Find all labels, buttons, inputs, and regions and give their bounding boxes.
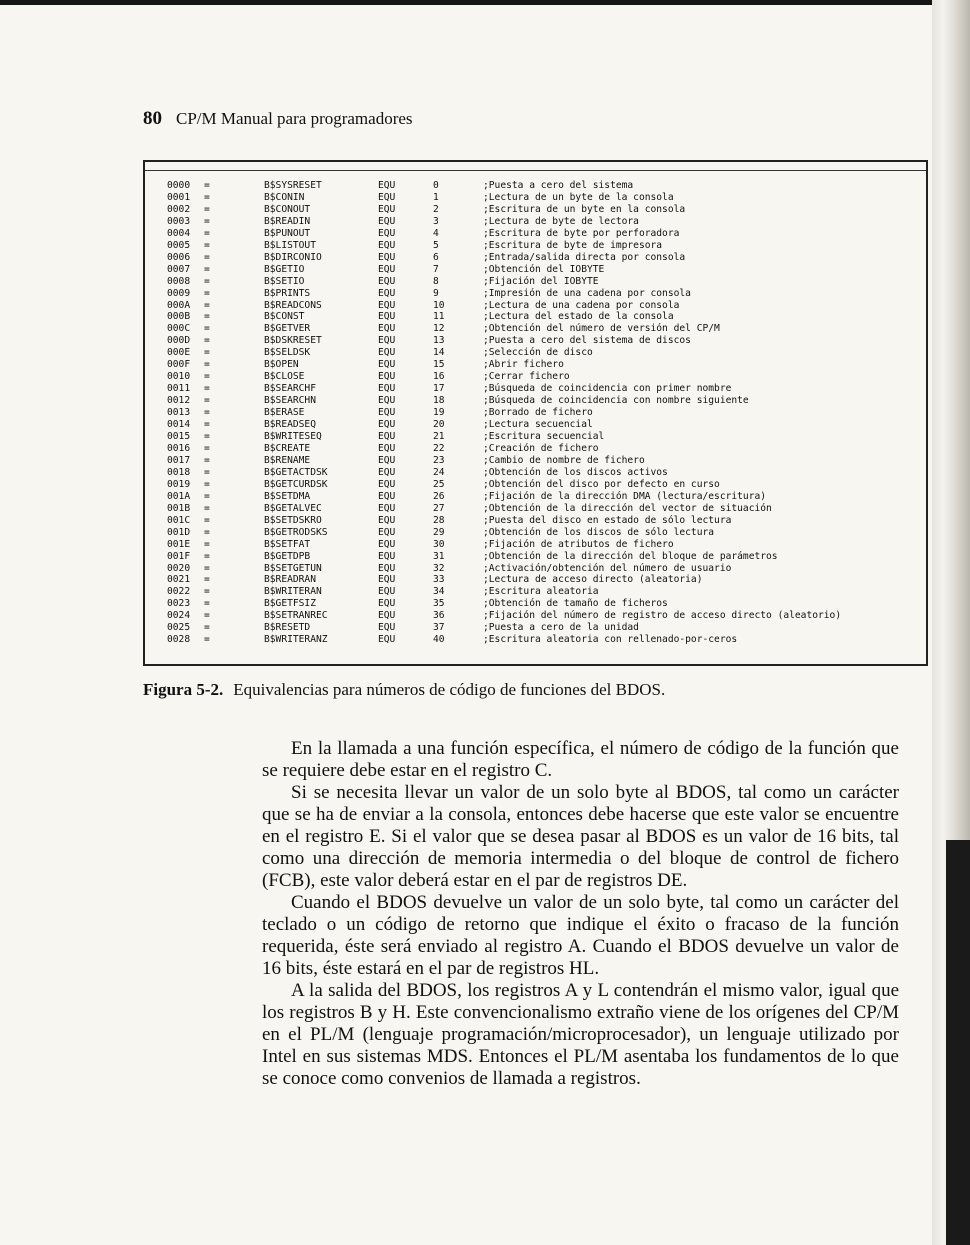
row-directive: EQU [378,586,396,598]
row-equals: = [204,550,210,562]
row-directive: EQU [378,180,396,191]
row-comment: ;Puesta a cero de la unidad [483,622,639,634]
row-equals: = [204,598,210,610]
table-row [167,300,903,312]
row-comment: ;Lectura del estado de la consola [483,311,674,323]
row-symbol: B$GETVER [264,323,311,335]
row-address: 001C [167,514,191,526]
table-row [167,455,903,467]
row-equals: = [204,431,210,443]
row-equals: = [204,586,210,598]
row-equals: = [204,191,210,203]
row-symbol: B$SYSRESET [264,180,322,191]
row-equals: = [204,359,210,371]
row-comment: ;Escritura de un byte en la consola [483,203,686,215]
row-address: 001B [167,502,191,514]
row-equals: = [204,419,210,431]
row-code: 24 [433,466,445,478]
table-row [167,216,903,228]
row-symbol: B$GETDPB [264,550,311,562]
row-address: 0018 [167,466,191,478]
table-row [167,371,903,383]
row-comment: ;Impresión de una cadena por consola [483,287,691,299]
row-address: 0021 [167,574,191,586]
row-code: 20 [433,419,445,431]
table-row [167,311,903,323]
row-address: 001E [167,538,191,550]
row-address: 0019 [167,478,191,490]
table-row [167,431,903,443]
table-row [167,634,903,646]
row-code: 28 [433,514,445,526]
table-row [167,240,903,252]
row-directive: EQU [378,323,396,335]
row-code: 6 [433,251,439,263]
table-row [167,252,903,264]
table-row [167,551,903,563]
row-code: 7 [433,263,439,275]
row-symbol: B$READRAN [264,574,316,586]
row-code: 26 [433,490,445,502]
row-comment: ;Lectura de acceso directo (aleatoria) [483,574,703,586]
row-equals: = [204,562,210,574]
row-directive: EQU [378,359,396,371]
row-equals: = [204,371,210,383]
row-symbol: B$CONOUT [264,203,311,215]
table-row [167,515,903,527]
row-comment: ;Selección de disco [483,347,593,359]
row-address: 0020 [167,562,191,574]
row-directive: EQU [378,275,396,287]
row-directive: EQU [378,538,396,550]
table-row [167,586,903,598]
row-equals: = [204,275,210,287]
top-edge-rule [0,0,932,5]
row-address: 0012 [167,395,191,407]
row-symbol: B$CONST [264,311,305,323]
row-code: 32 [433,562,445,574]
row-comment: ;Escritura aleatoria [483,586,599,598]
row-directive: EQU [378,490,396,502]
table-row [167,467,903,479]
row-comment: ;Obtención de tamaño de ficheros [483,598,668,610]
row-comment: ;Obtención del IOBYTE [483,263,605,275]
row-comment: ;Escritura secuencial [483,431,605,443]
row-address: 0024 [167,610,191,622]
row-address: 0014 [167,419,191,431]
row-directive: EQU [378,215,396,227]
row-comment: ;Abrir fichero [483,359,564,371]
row-equals: = [204,574,210,586]
page-number: 80 [143,108,162,129]
row-symbol: B$SELDSK [264,347,311,359]
row-equals: = [204,490,210,502]
row-comment: ;Fijación de la dirección DMA (lectura/escritura) [483,490,767,502]
equates-table [167,180,903,646]
row-equals: = [204,502,210,514]
row-symbol: B$PRINTS [264,287,311,299]
row-comment: ;Lectura de byte de lectora [483,215,639,227]
row-code: 2 [433,203,439,215]
row-symbol: B$OPEN [264,359,299,371]
row-code: 4 [433,227,439,239]
body-text [262,738,899,1090]
row-comment: ;Cerrar fichero [483,371,570,383]
row-directive: EQU [378,610,396,622]
table-row [167,563,903,575]
row-comment: ;Escritura aleatoria con rellenado-por-ceros [483,634,738,646]
row-directive: EQU [378,251,396,263]
row-code: 40 [433,634,445,646]
row-comment: ;Obtención de la dirección del bloque de parámetros [483,550,778,562]
row-comment: ;Puesta a cero del sistema de discos [483,335,691,347]
row-code: 34 [433,586,445,598]
row-address: 000B [167,311,191,323]
row-equals: = [204,335,210,347]
row-directive: EQU [378,526,396,538]
table-row [167,395,903,407]
figure-caption [143,680,665,700]
table-row [167,228,903,240]
row-equals: = [204,466,210,478]
row-directive: EQU [378,239,396,251]
row-code: 8 [433,275,439,287]
table-row [167,347,903,359]
row-address: 001F [167,550,191,562]
table-row [167,192,903,204]
paragraph: A la salida del BDOS, los registros A y L contendrán el mismo valor, igual que los registros B y H. Este convencionalismo extraño viene de los orígenes del CP/M en el PL/M (lenguaje programación/microprocesador), un lenguaje utilizado por Intel en sus sistemas MDS. Entonces el PL/M asentaba los fundamentos de lo que se conoce como convenios de llamada a registros. [262,980,899,1089]
row-equals: = [204,311,210,323]
row-code: 27 [433,502,445,514]
row-symbol: B$WRITESEQ [264,431,322,443]
row-equals: = [204,299,210,311]
row-directive: EQU [378,419,396,431]
figure-listing-box [143,160,928,666]
row-equals: = [204,287,210,299]
row-symbol: B$WRITERAN [264,586,322,598]
row-comment: ;Borrado de fichero [483,407,593,419]
row-equals: = [204,251,210,263]
row-comment: ;Obtención de la dirección del vector de situación [483,502,772,514]
row-equals: = [204,622,210,634]
row-symbol: B$READCONS [264,299,322,311]
row-directive: EQU [378,598,396,610]
row-equals: = [204,180,210,191]
row-code: 3 [433,215,439,227]
row-address: 0000 [167,180,191,191]
table-row [167,323,903,335]
row-directive: EQU [378,395,396,407]
row-directive: EQU [378,431,396,443]
row-directive: EQU [378,502,396,514]
row-directive: EQU [378,227,396,239]
row-address: 0022 [167,586,191,598]
row-code: 22 [433,442,445,454]
row-comment: ;Lectura de una cadena por consola [483,299,680,311]
row-comment: ;Obtención de los discos de sólo lectura [483,526,715,538]
row-comment: ;Obtención del disco por defecto en curso [483,478,720,490]
row-address: 0015 [167,431,191,443]
row-symbol: B$SETIO [264,275,305,287]
row-code: 33 [433,574,445,586]
row-comment: ;Búsqueda de coincidencia con nombre siguiente [483,395,749,407]
row-symbol: B$PUNOUT [264,227,311,239]
row-equals: = [204,538,210,550]
row-address: 000F [167,359,191,371]
row-address: 000C [167,323,191,335]
row-comment: ;Puesta del disco en estado de sólo lectura [483,514,732,526]
row-symbol: B$RESETD [264,622,311,634]
row-code: 14 [433,347,445,359]
paragraph: Si se necesita llevar un valor de un solo byte al BDOS, tal como un carácter que se ha de enviar a la consola, entonces debe hacerse que este valor se encuentre en el registro E. Si el valor que se desea pasar al BDOS es un valor de 16 bits, tal como una dirección de memoria intermedia o del bloque de control de fichero (FCB), este valor deberá estar en el par de registros DE. [262,782,899,891]
row-directive: EQU [378,514,396,526]
table-row [167,622,903,634]
row-symbol: B$SEARCHN [264,395,316,407]
figure-label: Figura 5-2. [143,680,224,699]
row-address: 0009 [167,287,191,299]
row-comment: ;Activación/obtención del número de usuario [483,562,732,574]
row-equals: = [204,383,210,395]
table-row [167,288,903,300]
row-directive: EQU [378,550,396,562]
row-code: 21 [433,431,445,443]
running-header [143,108,413,130]
row-code: 19 [433,407,445,419]
row-code: 25 [433,478,445,490]
row-address: 000A [167,299,191,311]
row-comment: ;Fijación del IOBYTE [483,275,599,287]
row-code: 35 [433,598,445,610]
row-symbol: B$GETACTDSK [264,466,328,478]
row-directive: EQU [378,454,396,466]
row-symbol: B$CREATE [264,442,311,454]
row-code: 36 [433,610,445,622]
row-code: 1 [433,191,439,203]
paragraph: En la llamada a una función específica, el número de código de la función que se requiere debe estar en el registro C. [262,738,899,781]
row-comment: ;Obtención de los discos activos [483,466,668,478]
row-symbol: B$GETFSIZ [264,598,316,610]
row-symbol: B$DSKRESET [264,335,322,347]
row-directive: EQU [378,407,396,419]
row-code: 9 [433,287,439,299]
row-directive: EQU [378,311,396,323]
row-symbol: B$CLOSE [264,371,305,383]
row-directive: EQU [378,203,396,215]
row-symbol: B$WRITERANZ [264,634,328,646]
row-equals: = [204,454,210,466]
table-row [167,335,903,347]
row-address: 0017 [167,454,191,466]
row-equals: = [204,323,210,335]
row-code: 11 [433,311,445,323]
row-code: 18 [433,395,445,407]
row-code: 16 [433,371,445,383]
row-equals: = [204,263,210,275]
table-row [167,204,903,216]
table-row [167,503,903,515]
row-address: 0010 [167,371,191,383]
row-comment: ;Cambio de nombre de fichero [483,454,645,466]
row-comment: ;Lectura de un byte de la consola [483,191,674,203]
row-symbol: B$SETDMA [264,490,311,502]
row-directive: EQU [378,442,396,454]
row-address: 0003 [167,215,191,227]
row-symbol: B$READSEQ [264,419,316,431]
row-code: 23 [433,454,445,466]
row-code: 13 [433,335,445,347]
row-equals: = [204,442,210,454]
row-code: 30 [433,538,445,550]
row-equals: = [204,215,210,227]
row-directive: EQU [378,478,396,490]
row-address: 000D [167,335,191,347]
row-comment: ;Lectura secuencial [483,419,593,431]
row-address: 0023 [167,598,191,610]
row-address: 0004 [167,227,191,239]
row-address: 0013 [167,407,191,419]
row-address: 0008 [167,275,191,287]
row-comment: ;Escritura de byte de impresora [483,239,663,251]
row-address: 0028 [167,634,191,646]
row-symbol: B$LISTOUT [264,239,316,251]
row-code: 37 [433,622,445,634]
row-equals: = [204,203,210,215]
row-equals: = [204,478,210,490]
row-equals: = [204,395,210,407]
row-symbol: B$SEARCHF [264,383,316,395]
row-directive: EQU [378,622,396,634]
row-directive: EQU [378,335,396,347]
row-address: 0002 [167,203,191,215]
running-title: CP/M Manual para programadores [176,109,413,128]
row-equals: = [204,407,210,419]
row-comment: ;Obtención del número de versión del CP/M [483,323,720,335]
row-code: 10 [433,299,445,311]
row-symbol: B$CONIN [264,191,305,203]
row-address: 001A [167,490,191,502]
table-row [167,276,903,288]
row-code: 12 [433,323,445,335]
row-comment: ;Búsqueda de coincidencia con primer nombre [483,383,732,395]
row-symbol: B$GETCURDSK [264,478,328,490]
row-address: 0006 [167,251,191,263]
row-equals: = [204,347,210,359]
figure-caption-text: Equivalencias para números de código de funciones del BDOS. [233,680,666,699]
row-comment: ;Fijación de atributos de fichero [483,538,674,550]
table-row [167,574,903,586]
row-address: 0025 [167,622,191,634]
row-symbol: B$GETALVEC [264,502,322,514]
row-directive: EQU [378,191,396,203]
table-row [167,610,903,622]
table-row [167,443,903,455]
table-row [167,527,903,539]
table-row [167,598,903,610]
row-address: 0011 [167,383,191,395]
row-code: 0 [433,180,439,191]
table-row [167,419,903,431]
row-comment: ;Fijación del número de registro de acceso directo (aleatorio) [483,610,842,622]
row-equals: = [204,610,210,622]
row-directive: EQU [378,347,396,359]
table-row [167,407,903,419]
row-symbol: B$ERASE [264,407,305,419]
row-symbol: B$SETRANREC [264,610,328,622]
row-symbol: B$GETRODSKS [264,526,328,538]
row-directive: EQU [378,383,396,395]
row-symbol: B$READIN [264,215,311,227]
row-code: 5 [433,239,439,251]
row-symbol: B$SETGETUN [264,562,322,574]
row-equals: = [204,526,210,538]
row-code: 31 [433,550,445,562]
row-directive: EQU [378,287,396,299]
row-directive: EQU [378,466,396,478]
row-address: 001D [167,526,191,538]
page-edge-shadow [946,840,970,1245]
table-row [167,180,903,192]
row-directive: EQU [378,562,396,574]
row-address: 0005 [167,239,191,251]
row-code: 17 [433,383,445,395]
row-comment: ;Entrada/salida directa por consola [483,251,686,263]
row-directive: EQU [378,634,396,646]
row-equals: = [204,514,210,526]
table-row [167,264,903,276]
table-row [167,479,903,491]
table-row [167,359,903,371]
row-directive: EQU [378,299,396,311]
row-comment: ;Escritura de byte por perforadora [483,227,680,239]
row-equals: = [204,227,210,239]
row-symbol: B$SETFAT [264,538,311,550]
row-directive: EQU [378,574,396,586]
paragraph: Cuando el BDOS devuelve un valor de un solo byte, tal como un carácter del teclado o un código de retorno que indique el éxito o fracaso de la función requerida, éste será enviado al registro A. Cuando el BDOS devuelve un valor de 16 bits, éste estará en el par de registros HL. [262,892,899,979]
row-symbol: B$SETDSKRO [264,514,322,526]
row-symbol: B$DIRCONIO [264,251,322,263]
row-symbol: B$RENAME [264,454,311,466]
row-comment: ;Puesta a cero del sistema [483,180,634,191]
table-row [167,491,903,503]
row-equals: = [204,634,210,646]
row-equals: = [204,239,210,251]
row-directive: EQU [378,371,396,383]
table-row [167,383,903,395]
row-address: 0001 [167,191,191,203]
row-code: 15 [433,359,445,371]
row-directive: EQU [378,263,396,275]
figure-top-rule [145,170,926,171]
row-address: 000E [167,347,191,359]
row-address: 0016 [167,442,191,454]
row-address: 0007 [167,263,191,275]
row-code: 29 [433,526,445,538]
table-row [167,539,903,551]
row-comment: ;Creación de fichero [483,442,599,454]
row-symbol: B$GETIO [264,263,305,275]
